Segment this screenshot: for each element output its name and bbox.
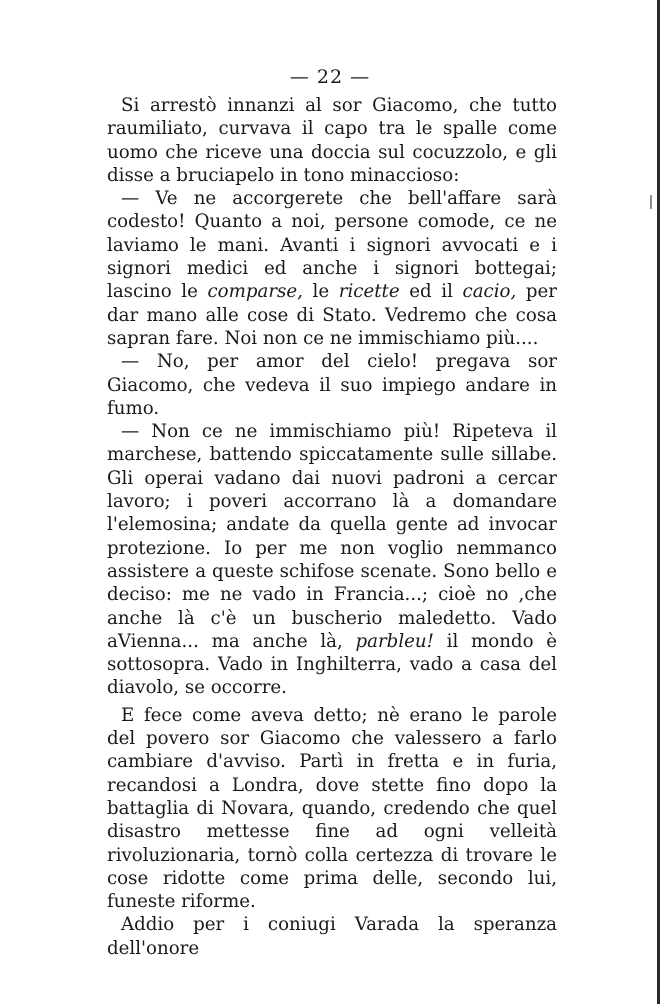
page-number: — 22 — — [289, 66, 371, 88]
text-segment: Si arrestò innanzi al sor Giacomo, che tutto raumiliato, curvava il capo tra le spalle come uomo che riceve una doccia sul cocuzzolo, e gli disse a bruciapelo in tono minaccioso: — [107, 95, 557, 186]
paragraph — [107, 187, 557, 350]
text-segment: il mondo è sottosopra. Vado in Inghilterra, vado a casa del diavolo, se occorre. — [107, 630, 557, 699]
paragraph — [107, 704, 557, 914]
text-segment: ed il — [399, 281, 463, 303]
text-segment: le — [302, 281, 339, 303]
italic-term: parbleu! — [355, 630, 434, 652]
body-text — [107, 94, 557, 960]
italic-term: cacio, — [462, 281, 517, 303]
text-segment: — Non ce ne immischiamo più! Ripeteva il marchese, battendo spiccatamente sulle sillabe. Gli operai vadano dai nuovi padroni a cercar lavoro; i poveri accorrano là a domandare l'elemosina; andate da quella gente ad invocar protezione. Io per me non voglio nemmanco assistere a queste schifose scenate. Sono bello e deciso: me ne vado in Francia...; cioè no ,che anche là c'è un buscherio maledetto. Vado aVienna... ma anche là, — [107, 421, 557, 652]
paragraph — [107, 94, 557, 187]
text-segment: per dar mano alle cose di Stato. Vedremo che cosa sapran fare. Noi non ce ne immischiamo più.... — [107, 281, 557, 349]
italic-term: comparse, — [207, 281, 303, 303]
paragraph — [107, 420, 557, 700]
text-segment: E fece come aveva detto; nè erano le parole del povero sor Giacomo che valessero a farlo cambiare d'avviso. Partì in fretta e in furia, recandosi a Londra, dove stette fino dopo la battaglia di Novara, quando, credendo che quel disastro mettesse fine ad ogni velleità rivoluzionaria, tornò colla certezza di trovare le cose ridotte come prima delle, secondo lui, funeste riforme. — [107, 704, 557, 913]
text-segment: — Ve ne accorgerete che bell'affare sarà codesto! Quanto a noi, persone comode, ce ne laviamo le mani. Avanti i signori avvocati e i signori medici ed anche i signori bottegai; lascino le — [107, 188, 557, 303]
paragraph — [107, 350, 557, 420]
text-segment: — No, per amor del cielo! pregava sor Giacomo, che vedeva il suo impiego andare in fumo. — [107, 351, 557, 419]
edge-mark — [650, 195, 652, 209]
italic-term: ricette — [338, 281, 400, 303]
text-segment: Addio per i coniugi Varada la speranza dell'onore — [107, 914, 557, 959]
paragraph — [107, 913, 557, 960]
